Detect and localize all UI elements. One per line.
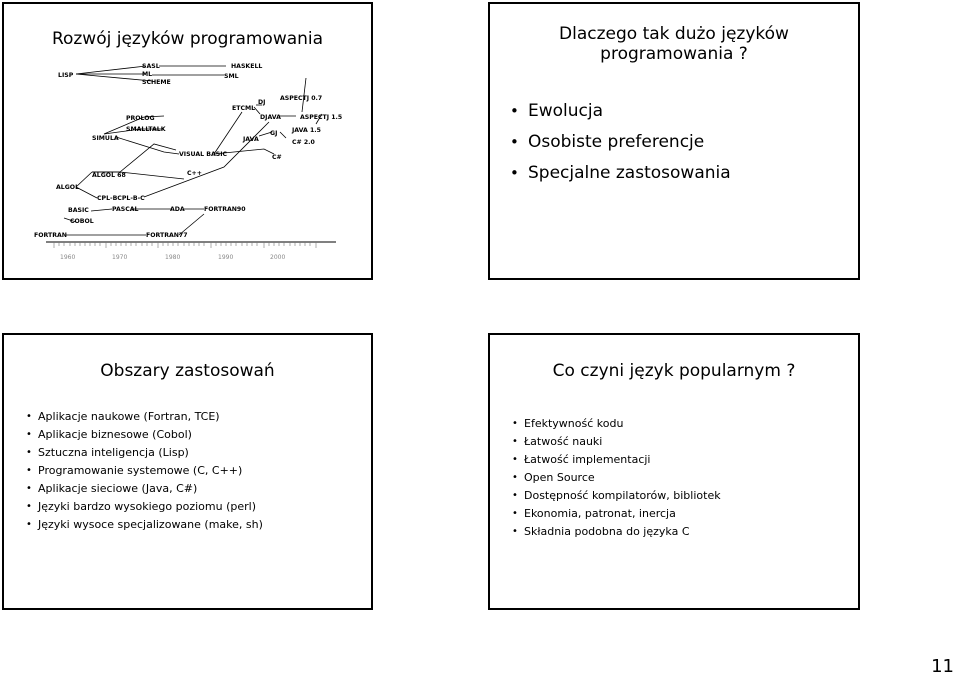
lang-label: BASIC — [68, 207, 89, 214]
lang-label: JAVA — [243, 136, 259, 143]
lang-label: GJ — [270, 130, 278, 137]
lang-label: PROLOG — [126, 115, 155, 122]
list-item: • Składnia podobna do języka C — [510, 523, 721, 541]
list-item: • Specjalne zastosowania — [510, 158, 731, 189]
lang-label: C++ — [187, 170, 202, 177]
slide-title: Dlaczego tak dużo języków programowania ? — [559, 24, 789, 64]
slide-title: Obszary zastosowań — [100, 361, 275, 381]
list-item: • Łatwość implementacji — [510, 451, 721, 469]
year-label: 1980 — [165, 254, 181, 261]
lang-label: SCHEME — [142, 79, 171, 86]
slide-title: Co czyni język popularnym ? — [552, 361, 796, 381]
lang-label: FORTRAN90 — [204, 206, 246, 213]
lang-label: JAVA 1.5 — [292, 127, 321, 134]
list-item: • Efektywność kodu — [510, 415, 721, 433]
lang-label: LISP — [58, 72, 74, 79]
year-label: 1990 — [218, 254, 234, 261]
slide-language-evolution — [2, 2, 373, 280]
list-item: • Open Source — [510, 469, 721, 487]
lang-label: ALGOL 68 — [92, 172, 126, 179]
lang-label: DJAVA — [260, 114, 281, 121]
lang-label: FORTRAN — [34, 232, 67, 239]
list-item: • Ewolucja — [510, 96, 731, 127]
year-label: 1960 — [60, 254, 76, 261]
page-number: 11 — [931, 656, 954, 677]
slide-title: Rozwój języków programowania — [51, 29, 324, 49]
list-item: • Języki wysoce specjalizowane (make, sh) — [24, 516, 263, 534]
list-item: • Osobiste preferencje — [510, 127, 731, 158]
lang-label: C# 2.0 — [292, 139, 315, 146]
lang-label: SASL — [142, 63, 160, 70]
lang-label: SIMULA — [92, 135, 119, 142]
lang-label: ASPECTJ 0.7 — [280, 95, 323, 102]
lang-label: SML — [224, 73, 239, 80]
list-item: • Aplikacje biznesowe (Cobol) — [24, 426, 263, 444]
lang-label: COBOL — [70, 218, 94, 225]
lang-label: ML — [142, 71, 153, 78]
lang-label: SMALLTALK — [126, 126, 166, 133]
lang-label: FORTRAN77 — [146, 232, 188, 239]
lang-label: PASCAL — [112, 206, 139, 213]
list-item: • Aplikacje sieciowe (Java, C#) — [24, 480, 263, 498]
lang-label: HASKELL — [231, 63, 263, 70]
list-item: • Ekonomia, patronat, inercja — [510, 505, 721, 523]
year-label: 2000 — [270, 254, 286, 261]
lang-label: ALGOL — [56, 184, 80, 191]
slide-application-areas — [2, 333, 373, 610]
list-item: • Aplikacje naukowe (Fortran, TCE) — [24, 408, 263, 426]
lang-label: VISUAL BASIC — [179, 151, 228, 158]
lang-label: ETCML — [232, 105, 256, 112]
list-item: • Dostępność kompilatorów, bibliotek — [510, 487, 721, 505]
slide-why-many-languages — [488, 2, 860, 280]
lang-label: C# — [272, 154, 282, 161]
language-timeline-diagram — [4, 4, 371, 278]
year-label: 1970 — [112, 254, 128, 261]
list-item: • Języki bardzo wysokiego poziomu (perl) — [24, 498, 263, 516]
lang-label: ASPECTJ 1.5 — [300, 114, 343, 121]
bullet-list — [24, 408, 263, 534]
bullet-list — [510, 415, 721, 541]
list-item: • Sztuczna inteligencja (Lisp) — [24, 444, 263, 462]
bullet-list — [510, 96, 731, 189]
list-item: • Programowanie systemowe (C, C++) — [24, 462, 263, 480]
lang-label: ADA — [170, 206, 185, 213]
lang-label: CPL-BCPL-B-C — [97, 195, 145, 202]
lang-label: DJ — [258, 99, 266, 106]
slide-popularity-factors — [488, 333, 860, 610]
list-item: • Łatwość nauki — [510, 433, 721, 451]
